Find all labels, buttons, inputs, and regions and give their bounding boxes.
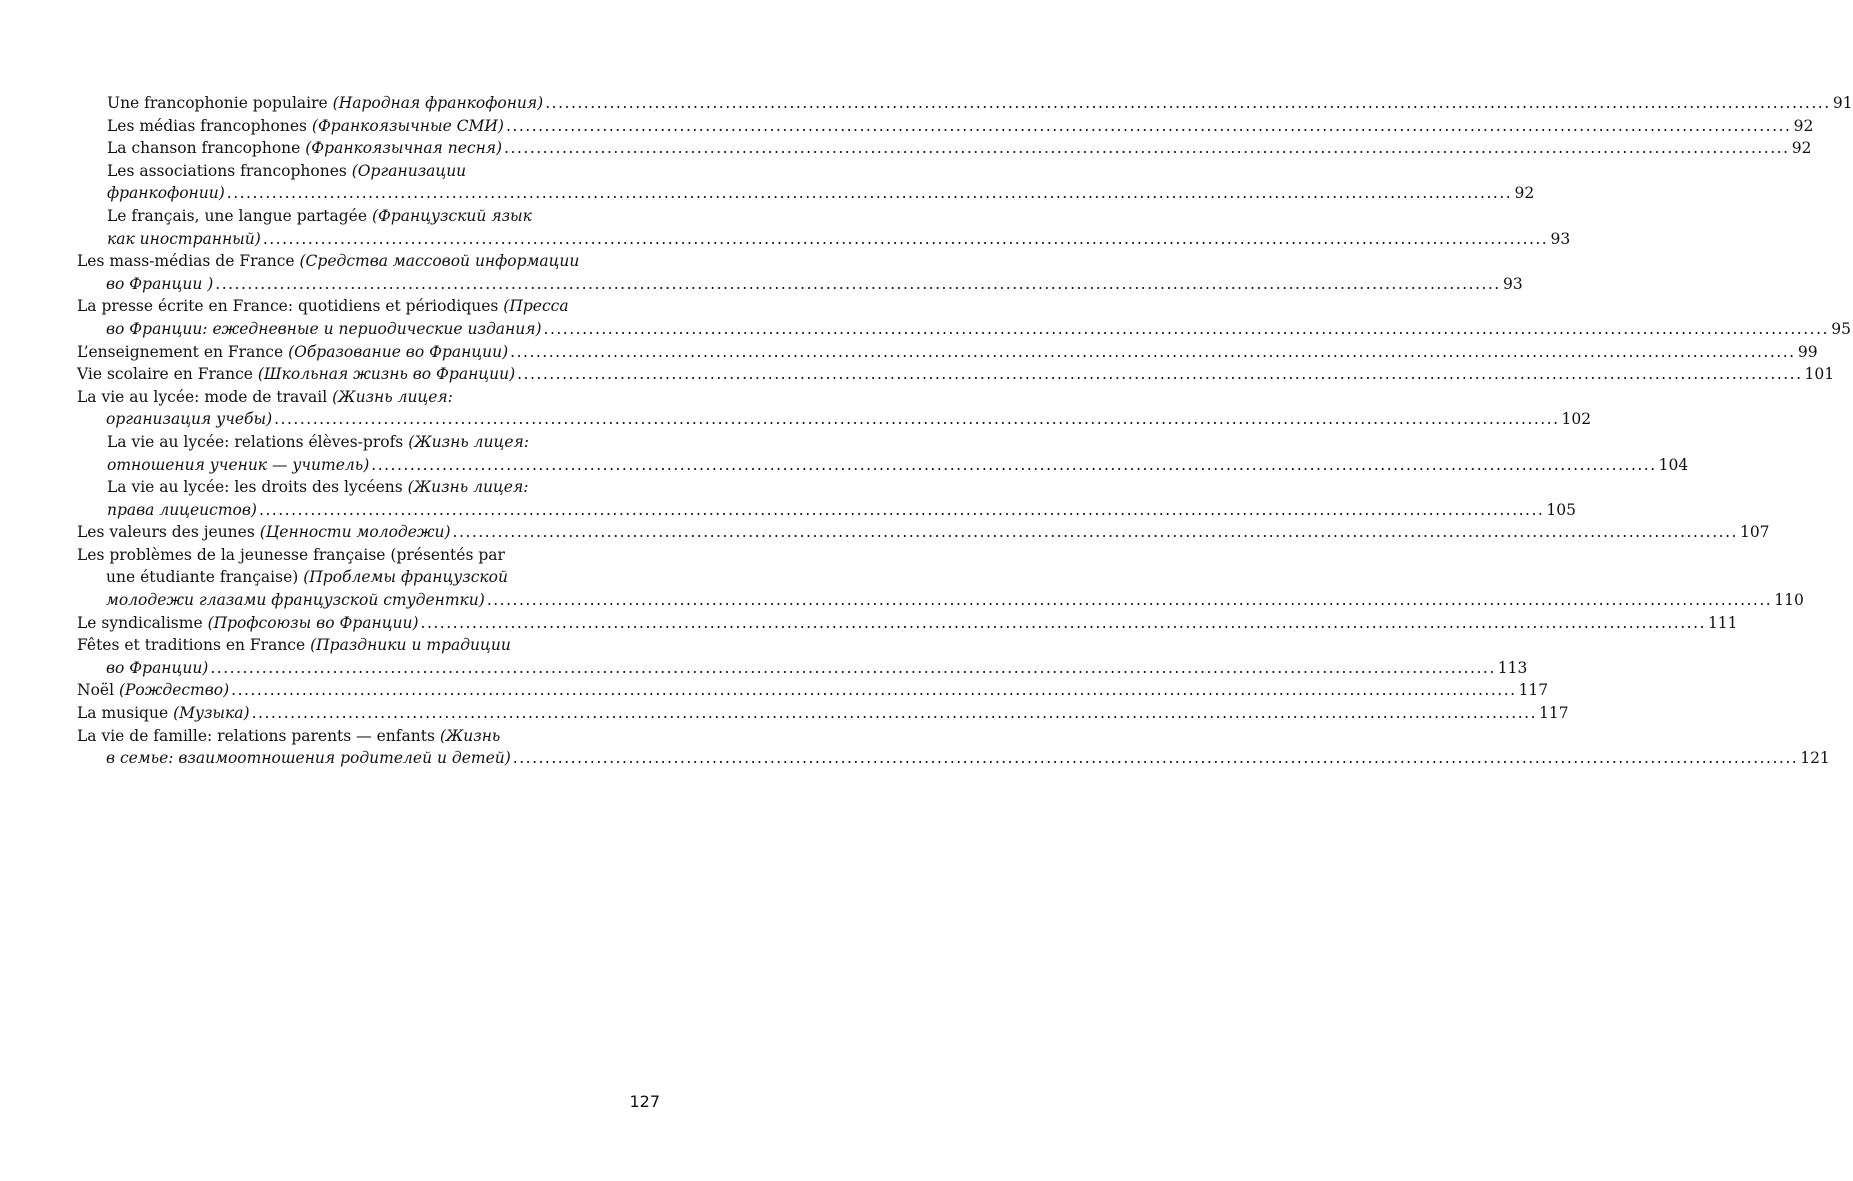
toc-entry-line — [77, 679, 1549, 702]
page-number: 127 — [629, 1092, 660, 1111]
dot-leader — [252, 702, 1537, 725]
toc-entry-title — [107, 137, 502, 160]
table-of-contents — [77, 92, 1853, 770]
dot-leader — [510, 341, 1795, 364]
toc-entry-line — [77, 250, 655, 273]
dot-leader — [487, 589, 1772, 612]
toc-entry-title — [106, 589, 485, 612]
toc-title-french: La chanson francophone — [107, 139, 306, 158]
toc-entry-line — [77, 702, 1569, 725]
toc-title-russian: (Организации — [351, 161, 467, 180]
toc-entry-title — [77, 521, 451, 544]
toc-title-russian: (Франкоязычные СМИ) — [311, 116, 504, 135]
toc-title-french: Les associations francophones — [107, 161, 352, 180]
toc-page-number: 105 — [1546, 500, 1576, 519]
toc-title-french: La vie au lycée: mode de travail — [77, 387, 333, 406]
toc-entry-line — [77, 566, 655, 589]
toc-entry-line — [107, 431, 655, 454]
toc-entry — [77, 634, 1528, 679]
toc-entry-line — [107, 205, 655, 228]
toc-entry-title — [77, 634, 511, 657]
toc-entry-line — [107, 499, 1576, 522]
toc-page-number: 102 — [1561, 410, 1592, 429]
toc-entry-line — [77, 725, 655, 748]
toc-entry-title — [107, 182, 225, 205]
toc-page-number: 91 — [1832, 94, 1853, 112]
toc-entry-title — [77, 250, 579, 273]
toc-entry-title — [107, 115, 504, 138]
dot-leader — [231, 679, 1516, 702]
dot-leader — [545, 92, 1830, 115]
toc-entry-title — [106, 747, 511, 770]
dot-leader — [259, 499, 1544, 522]
toc-title-russian: (Музыка) — [173, 704, 250, 723]
toc-page-number: 92 — [1793, 116, 1814, 135]
toc-title-french: Vie scolaire en France — [77, 365, 258, 384]
toc-entry-title — [77, 295, 569, 318]
toc-title-french: Le français, une langue partagée — [107, 206, 372, 225]
toc-title-french: La vie au lycée: relations élèves-profs — [107, 432, 409, 451]
toc-entry-line — [77, 363, 1835, 386]
toc-title-french: une étudiante française) — [106, 568, 304, 587]
toc-entry-line — [77, 273, 1523, 296]
toc-entry — [77, 115, 1814, 138]
toc-entry-line — [77, 544, 655, 567]
toc-entry-title — [77, 612, 419, 635]
toc-entry-line — [107, 454, 1689, 477]
toc-entry-title — [106, 318, 542, 341]
toc-entry-title — [77, 341, 508, 364]
toc-entry-title — [107, 205, 532, 228]
toc-entry-line — [107, 476, 655, 499]
toc-entry-line — [77, 408, 1592, 431]
toc-entry-title — [106, 657, 208, 680]
dot-leader — [504, 137, 1789, 160]
toc-entry-title — [107, 160, 466, 183]
toc-page-number: 93 — [1502, 274, 1523, 293]
toc-page-number: 92 — [1791, 139, 1812, 158]
toc-entry-line — [107, 115, 1814, 138]
toc-entry-line — [77, 634, 655, 657]
dot-leader — [513, 747, 1798, 770]
toc-title-french: Les médias francophones — [107, 116, 312, 135]
toc-title-russian: (Проблемы французской — [303, 568, 508, 587]
toc-entry-title — [106, 273, 213, 296]
dot-leader — [274, 408, 1559, 431]
toc-entry — [77, 205, 1571, 250]
toc-title-french: Les mass-médias de France — [77, 252, 300, 271]
toc-entry — [77, 679, 1549, 702]
toc-title-russian: (Пресса — [503, 297, 569, 316]
toc-entry-title — [107, 431, 529, 454]
toc-entry-title — [107, 499, 257, 522]
toc-title-russian: права лицеистов) — [107, 500, 257, 519]
toc-entry — [77, 295, 1851, 340]
toc-entry-title — [106, 566, 508, 589]
toc-entry-title — [77, 702, 250, 725]
dot-leader — [215, 273, 1500, 296]
toc-title-french: Les valeurs des jeunes — [77, 523, 260, 542]
toc-title-russian: (Образование во Франции) — [288, 342, 509, 361]
toc-page-number: 93 — [1550, 229, 1571, 248]
toc-title-russian: отношения ученик — учитель) — [107, 455, 370, 474]
toc-entry-line — [107, 160, 655, 183]
toc-page-number: 95 — [1831, 319, 1851, 338]
toc-entry — [77, 341, 1818, 364]
toc-entry-line — [77, 657, 1528, 680]
toc-entry — [77, 725, 1830, 770]
toc-title-russian: (Рождество) — [118, 681, 230, 700]
toc-page-number: 117 — [1518, 681, 1549, 700]
toc-title-french: Une francophonie populaire — [107, 94, 333, 112]
toc-page-number: 107 — [1739, 523, 1770, 542]
toc-entry-title — [77, 363, 515, 386]
toc-title-russian: во Франции ) — [106, 274, 214, 293]
toc-page-number: 104 — [1658, 455, 1689, 474]
toc-title-russian: франкофонии) — [107, 184, 225, 203]
dot-leader — [453, 521, 1738, 544]
toc-entry-line — [77, 747, 1830, 770]
toc-entry-title — [107, 228, 261, 251]
toc-title-french: Noël — [77, 681, 119, 700]
toc-title-french: La vie au lycée: les droits des lycéens — [107, 478, 408, 497]
dot-leader — [210, 657, 1495, 680]
toc-page-number: 110 — [1774, 591, 1804, 610]
toc-title-russian: (Жизнь лицея: — [408, 432, 529, 451]
toc-entry-title — [77, 679, 229, 702]
toc-title-french: Les problèmes de la jeunesse française (présentés par — [77, 545, 505, 564]
toc-page-number: 101 — [1804, 365, 1835, 384]
toc-entry-line — [77, 341, 1818, 364]
toc-entry — [77, 363, 1835, 386]
toc-title-russian: (Праздники и традиции — [310, 636, 511, 655]
toc-entry — [77, 137, 1812, 160]
dot-leader — [227, 182, 1512, 205]
toc-entry-line — [77, 612, 1738, 635]
toc-title-russian: (Народная франкофония) — [332, 94, 544, 112]
toc-entry — [77, 612, 1738, 635]
toc-entry-title — [77, 544, 505, 567]
toc-entry — [77, 250, 1523, 295]
toc-title-russian: (Средства массовой информации — [299, 252, 580, 271]
toc-entry-title — [107, 454, 369, 477]
toc-title-russian: (Школьная жизнь во Франции) — [257, 365, 516, 384]
toc-title-french: La vie de famille: relations parents — enfants — [77, 726, 440, 745]
toc-title-russian: (Ценности молодежи) — [259, 523, 451, 542]
toc-entry-line — [77, 318, 1851, 341]
toc-entry — [77, 702, 1569, 725]
toc-page-number: 111 — [1707, 613, 1738, 632]
toc-title-french: La presse écrite en France: quotidiens et périodiques — [77, 297, 504, 316]
toc-title-russian: молодежи глазами французской студентки) — [106, 591, 485, 610]
toc-entry — [77, 431, 1689, 476]
toc-title-russian: (Жизнь лицея: — [332, 387, 453, 406]
toc-entry-title — [77, 386, 453, 409]
toc-title-french: L’enseignement en France — [77, 342, 289, 361]
toc-title-russian: (Профсоюзы во Франции) — [207, 613, 419, 632]
dot-leader — [421, 612, 1706, 635]
toc-entry-line — [107, 92, 1853, 115]
toc-entry-line — [77, 521, 1770, 544]
toc-entry-title — [107, 92, 543, 115]
toc-entry-title — [77, 725, 500, 748]
toc-title-russian: во Франции: ежедневные и периодические издания) — [106, 319, 542, 338]
dot-leader — [517, 363, 1802, 386]
dot-leader — [506, 115, 1791, 138]
toc-entry-line — [77, 386, 655, 409]
toc-title-russian: (Французский язык — [371, 206, 532, 225]
toc-title-russian: (Жизнь — [439, 726, 501, 745]
toc-title-russian: во Франции) — [106, 658, 209, 677]
toc-title-russian: как иностранный) — [107, 229, 261, 248]
toc-entry-line — [77, 295, 655, 318]
toc-title-russian: (Жизнь лицея: — [407, 478, 529, 497]
dot-leader — [371, 454, 1656, 477]
toc-entry — [77, 476, 1576, 521]
toc-entry-line — [107, 182, 1535, 205]
toc-title-russian: организация учебы) — [106, 410, 273, 429]
toc-page-number: 121 — [1800, 749, 1830, 768]
toc-page-number: 92 — [1514, 184, 1535, 203]
toc-title-french: La musique — [77, 704, 174, 723]
toc-entry-line — [107, 228, 1571, 251]
toc-entry — [77, 386, 1592, 431]
toc-entry-line — [107, 137, 1812, 160]
toc-entry-title — [107, 476, 528, 499]
toc-page-number: 99 — [1797, 342, 1818, 361]
toc-entry-title — [106, 408, 272, 431]
toc-entry — [77, 544, 1804, 612]
toc-title-russian: в семье: взаимоотношения родителей и детей) — [106, 749, 511, 768]
toc-title-french: Le syndicalisme — [77, 613, 208, 632]
toc-entry-line — [77, 589, 1804, 612]
dot-leader — [263, 228, 1548, 251]
toc-entry — [77, 160, 1535, 205]
toc-entry — [77, 92, 1853, 115]
toc-title-french: Fêtes et traditions en France — [77, 636, 311, 655]
toc-title-russian: (Франкоязычная песня) — [305, 139, 503, 158]
toc-entry — [77, 521, 1770, 544]
dot-leader — [544, 318, 1829, 341]
toc-page-number: 117 — [1539, 704, 1569, 723]
toc-page-number: 113 — [1497, 658, 1528, 677]
